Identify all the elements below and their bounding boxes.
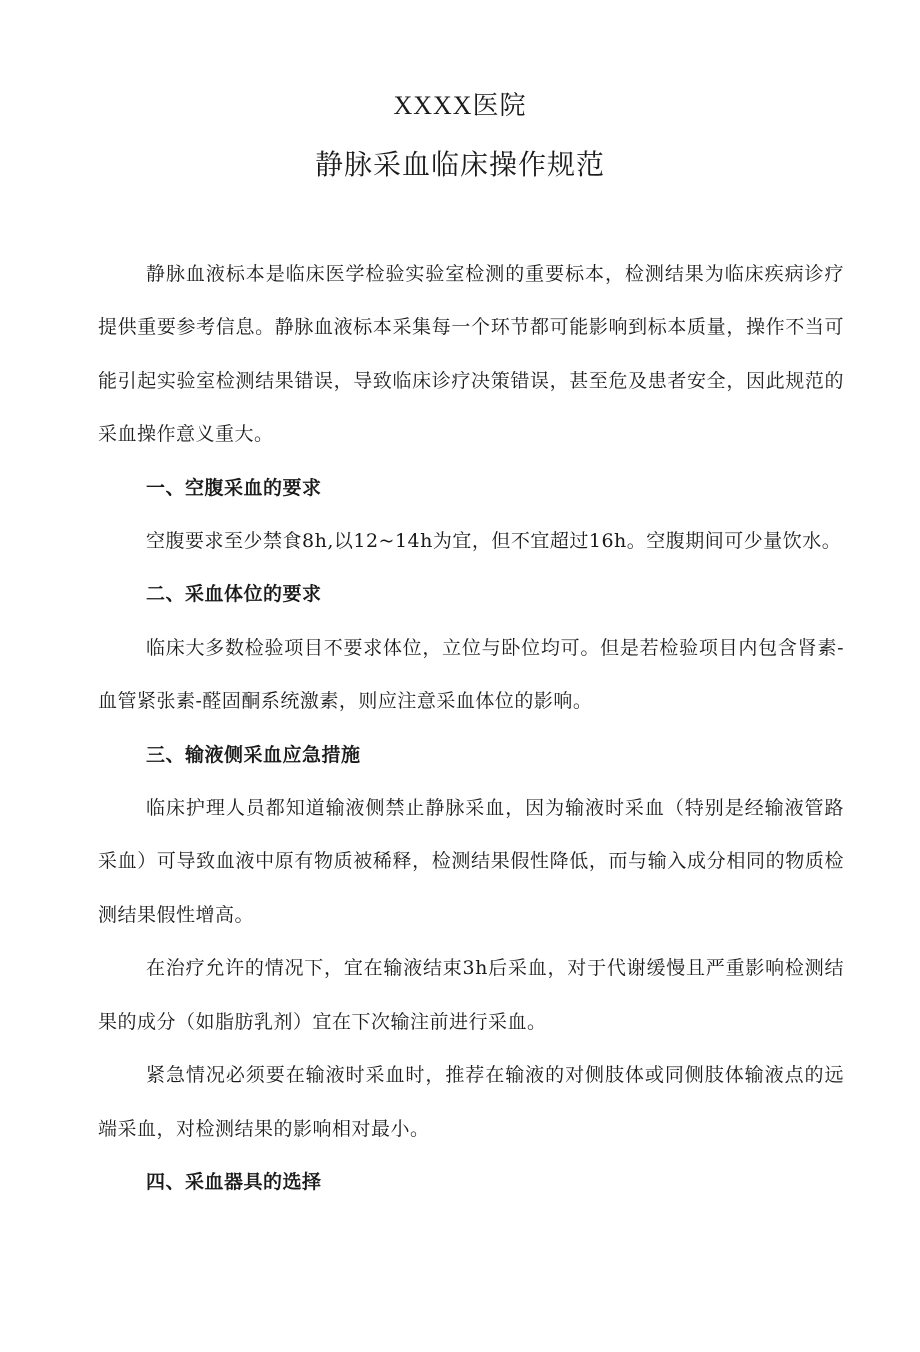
section-body-position (98, 568, 844, 728)
section-heading: 四、采血器具的选择 (146, 1170, 322, 1193)
section-fasting (98, 462, 844, 569)
section-heading: 一、空腹采血的要求 (146, 476, 322, 499)
section-paragraph: 临床护理人员都知道输液侧禁止静脉采血，因为输液时采血（特别是经输液管路采血）可导致血液中原有物质被稀释，检测结果假性降低，而与输入成分相同的物质检测结果假性增高。 (98, 797, 844, 926)
section-heading: 二、采血体位的要求 (146, 583, 322, 606)
section-paragraph: 临床大多数检验项目不要求体位，立位与卧位均可。但是若检验项目内包含肾素-血管紧张素-醛固酮系统激素，则应注意采血体位的影响。 (98, 636, 844, 713)
section-infusion-side (98, 729, 844, 1156)
section-paragraph: 紧急情况必须要在输液时采血时，推荐在输液的对侧肢体或同侧肢体输液点的远端采血，对检测结果的影响相对最小。 (98, 1064, 844, 1140)
intro-paragraph: 静脉血液标本是临床医学检验实验室检测的重要标本，检测结果为临床疾病诊疗提供重要参考信息。静脉血液标本采集每一个环节都可能影响到标本质量，操作不当可能引起实验室检测结果错误，导致临床诊疗决策错误，甚至危及患者安全，因此规范的采血操作意义重大。 (98, 263, 844, 446)
section-equipment (98, 1156, 844, 1209)
document-body (98, 248, 844, 1209)
hospital-name: XXXX医院 (393, 91, 527, 120)
section-paragraph: 空腹要求至少禁食8h,以12~14h为宜，但不宜超过16h。空腹期间可少量饮水。 (146, 530, 842, 553)
section-paragraph: 在治疗允许的情况下，宜在输液结束3h后采血，对于代谢缓慢且严重影响检测结果的成分（如脂肪乳剂）宜在下次输注前进行采血。 (98, 957, 844, 1033)
document-title: 静脉采血临床操作规范 (314, 148, 605, 181)
section-heading: 三、输液侧采血应急措施 (146, 743, 361, 766)
